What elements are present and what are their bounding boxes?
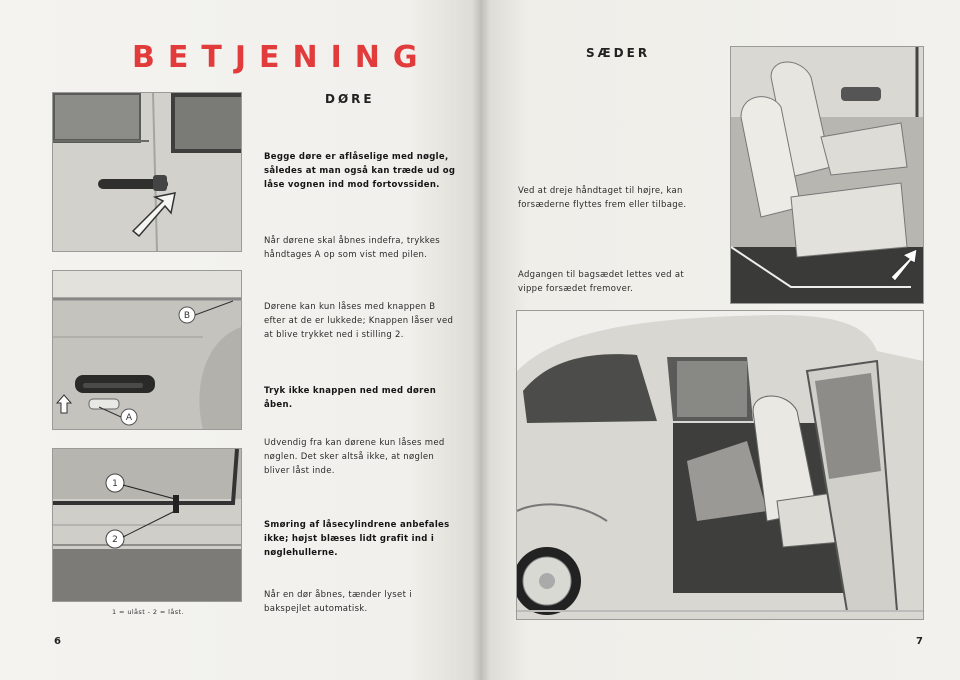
right-page — [480, 0, 960, 680]
photo-car-open-door — [516, 310, 924, 620]
book-gutter — [472, 0, 490, 680]
photo-caption: 1 = ulåst - 2 = låst. — [112, 608, 184, 616]
page-number-right: 7 — [916, 636, 923, 647]
page-number-left: 6 — [54, 636, 61, 647]
photo-door-handle-exterior — [52, 92, 242, 252]
paragraph-6: Smøring af låsecylindrene anbefales ikke; højst blæses lidt grafit ind i nøglehullerne. — [264, 520, 450, 558]
paragraph-seats-2: Adgangen til bagsædet lettes ved at vippe forsædet fremover. — [518, 270, 684, 294]
photo-lock-knob — [52, 448, 242, 602]
paragraph-4: Tryk ikke knappen ned med døren åben. — [264, 386, 437, 410]
label-1: 1 — [112, 479, 118, 489]
label-a: A — [125, 413, 133, 423]
label-2: 2 — [112, 535, 118, 545]
photo-front-seats — [730, 46, 924, 304]
page-title: BETJENING — [132, 40, 431, 75]
photo-door-panel-interior — [52, 270, 242, 430]
paragraph-2: Når dørene skal åbnes indefra, trykkes håndtages A op som vist med pilen. — [264, 236, 440, 260]
paragraph-3: Dørene kan kun låses med knappen B efter at de er lukkede; Knappen låser ved at blive trykket ned i stilling 2. — [264, 302, 454, 340]
section-heading-doors: DØRE — [325, 92, 375, 106]
label-b: B — [183, 311, 191, 321]
paragraph-5: Udvendig fra kan dørene kun låses med nøglen. Det sker altså ikke, at nøglen bliver låst inde. — [264, 438, 445, 476]
paragraph-1: Begge døre er aflåselige med nøgle, således at man også kan træde ud og låse vognen ind mod fortovssiden. — [264, 152, 456, 190]
section-heading-seats: SÆDER — [586, 46, 651, 60]
paragraph-seats-1: Ved at dreje håndtaget til højre, kan forsæderne flyttes frem eller tilbage. — [518, 186, 687, 210]
paragraph-7: Når en dør åbnes, tænder lyset i bakspejlet automatisk. — [264, 590, 412, 614]
